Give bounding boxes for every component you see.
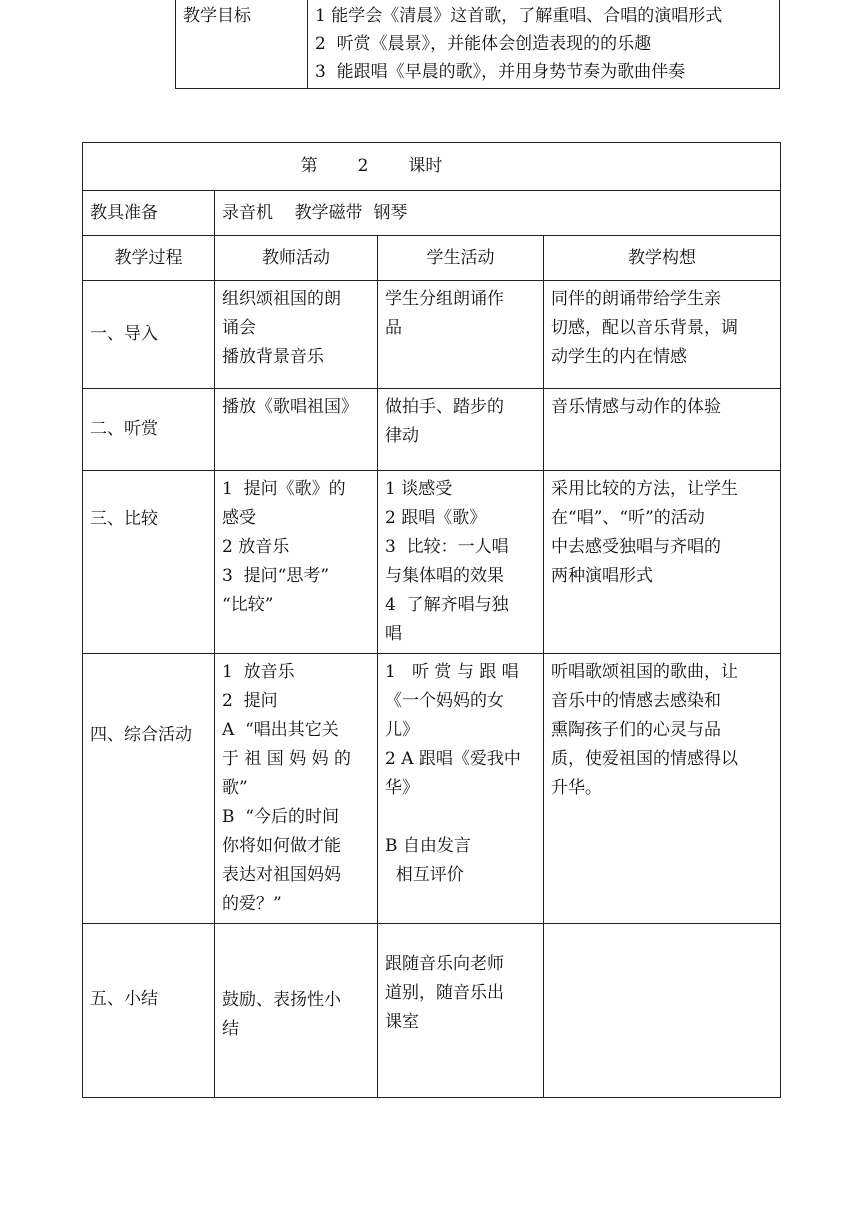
- text-line: 感受: [222, 508, 256, 528]
- goal-line: 1 能学会《清晨》这首歌，了解重唱、合唱的演唱形式: [315, 6, 723, 26]
- idea-cell: [544, 471, 781, 654]
- header-teacher: 教师活动: [215, 236, 378, 281]
- teacher-cell: [215, 389, 378, 471]
- text-line: 跟随音乐向老师: [385, 954, 504, 974]
- text-line: 同伴的朗诵带给学生亲: [551, 289, 721, 309]
- text-line: 表达对祖国妈妈: [222, 865, 341, 885]
- idea-cell: [544, 281, 781, 389]
- text-line: 4 了解齐唱与独: [385, 595, 509, 615]
- text-line: 2 A 跟唱《爱我中: [385, 749, 521, 769]
- goals-row: [176, 0, 780, 89]
- student-cell: [378, 654, 544, 924]
- text-line: [385, 803, 536, 832]
- table-row: [83, 654, 781, 924]
- text-line: 诵会: [222, 318, 256, 338]
- text-line: 的爱？”: [222, 894, 282, 914]
- lesson-plan-table: [82, 142, 781, 1098]
- table-row: [83, 471, 781, 654]
- stage-cell: 二、听赏: [83, 389, 215, 471]
- student-cell: [378, 389, 544, 471]
- goal-line: 2 听赏《晨景》，并能体会创造表现的的乐趣: [315, 34, 652, 54]
- text-line: 相互评价: [385, 865, 464, 885]
- text-line: 唱: [385, 624, 402, 644]
- text-line: “比较”: [222, 595, 274, 615]
- goals-label: 教学目标: [176, 0, 308, 89]
- text-line: 听唱歌颂祖国的歌曲，让: [551, 662, 738, 682]
- teacher-cell: [215, 654, 378, 924]
- text-line: 熏陶孩子们的心灵与品: [551, 720, 721, 740]
- text-line: 采用比较的方法，让学生: [551, 479, 738, 499]
- text-line: B “今后的时间: [222, 807, 339, 827]
- text-line: 动学生的内在情感: [551, 347, 687, 367]
- text-line: 2 放音乐: [222, 537, 290, 557]
- text-line: 组织颂祖国的朗: [222, 289, 341, 309]
- text-line: 课室: [385, 1012, 419, 1032]
- text-line: 于 祖 国 妈 妈 的: [222, 749, 352, 769]
- tools-value: 录音机 教学磁带 钢琴: [215, 191, 781, 236]
- idea-cell: [544, 389, 781, 471]
- text-line: 升华。: [551, 778, 602, 798]
- text-line: 律动: [385, 426, 419, 446]
- text-line: 道别，随音乐出: [385, 983, 504, 1003]
- text-line: 音乐情感与动作的体验: [551, 397, 721, 417]
- text-line: 儿》: [385, 720, 419, 740]
- text-line: 1 听 赏 与 跟 唱: [385, 662, 519, 682]
- lesson-title-row: [83, 143, 781, 191]
- text-line: 1 谈感受: [385, 479, 453, 499]
- lesson-title-prefix: 第: [300, 156, 318, 176]
- text-line: 品: [385, 318, 402, 338]
- text-line: 做拍手、踏步的: [385, 397, 504, 417]
- text-line: 切感，配以音乐背景，调: [551, 318, 738, 338]
- teacher-cell: [215, 924, 378, 1098]
- text-line: 与集体唱的效果: [385, 566, 504, 586]
- stage-cell: 一、导入: [83, 281, 215, 389]
- lesson-number: 2: [357, 156, 369, 176]
- header-idea: 教学构想: [544, 236, 781, 281]
- text-line: 你将如何做才能: [222, 836, 341, 856]
- text-line: 学生分组朗诵作: [385, 289, 504, 309]
- text-line: 质，使爱祖国的情感得以: [551, 749, 738, 769]
- text-line: 华》: [385, 778, 419, 798]
- table-row: [83, 281, 781, 389]
- student-cell: [378, 924, 544, 1098]
- teacher-cell: [215, 471, 378, 654]
- student-cell: [378, 471, 544, 654]
- lesson-title-suffix: 课时: [408, 156, 443, 176]
- text-line: 中去感受独唱与齐唱的: [551, 537, 721, 557]
- text-line: 播放《歌唱祖国》: [222, 397, 358, 417]
- goals-content: [308, 0, 780, 89]
- text-line: 播放背景音乐: [222, 347, 324, 367]
- table-row: [83, 389, 781, 471]
- table-row: [83, 924, 781, 1098]
- stage-cell: 三、比较: [83, 471, 215, 654]
- text-line: 《一个妈妈的女: [385, 691, 504, 711]
- goal-line: 3 能跟唱《早晨的歌》，并用身势节奏为歌曲伴奏: [315, 62, 686, 82]
- lesson-title: [83, 143, 781, 191]
- teaching-goals-table: [175, 0, 780, 89]
- student-cell: [378, 281, 544, 389]
- text-line: 2 跟唱《歌》: [385, 508, 487, 528]
- text-line: 3 比较：一人唱: [385, 537, 509, 557]
- header-row: [83, 236, 781, 281]
- tools-label: 教具准备: [83, 191, 215, 236]
- idea-cell: [544, 654, 781, 924]
- stage-cell: 四、综合活动: [83, 654, 215, 924]
- text-line: 歌”: [222, 778, 248, 798]
- text-line: 鼓励、表扬性小: [222, 990, 341, 1010]
- tools-row: [83, 191, 781, 236]
- teacher-cell: [215, 281, 378, 389]
- header-process: 教学过程: [83, 236, 215, 281]
- text-line: 结: [222, 1019, 239, 1039]
- text-line: 在“唱”、“听”的活动: [551, 508, 705, 528]
- stage-cell: 五、小结: [83, 924, 215, 1098]
- idea-cell: [544, 924, 781, 1098]
- text-line: 1 放音乐: [222, 662, 295, 682]
- text-line: A “唱出其它关: [222, 720, 339, 740]
- text-line: 两种演唱形式: [551, 566, 653, 586]
- text-line: 2 提问: [222, 691, 278, 711]
- text-line: 音乐中的情感去感染和: [551, 691, 721, 711]
- text-line: 1 提问《歌》的: [222, 479, 346, 499]
- text-line: 3 提问“思考”: [222, 566, 330, 586]
- header-student: 学生活动: [378, 236, 544, 281]
- text-line: B 自由发言: [385, 836, 471, 856]
